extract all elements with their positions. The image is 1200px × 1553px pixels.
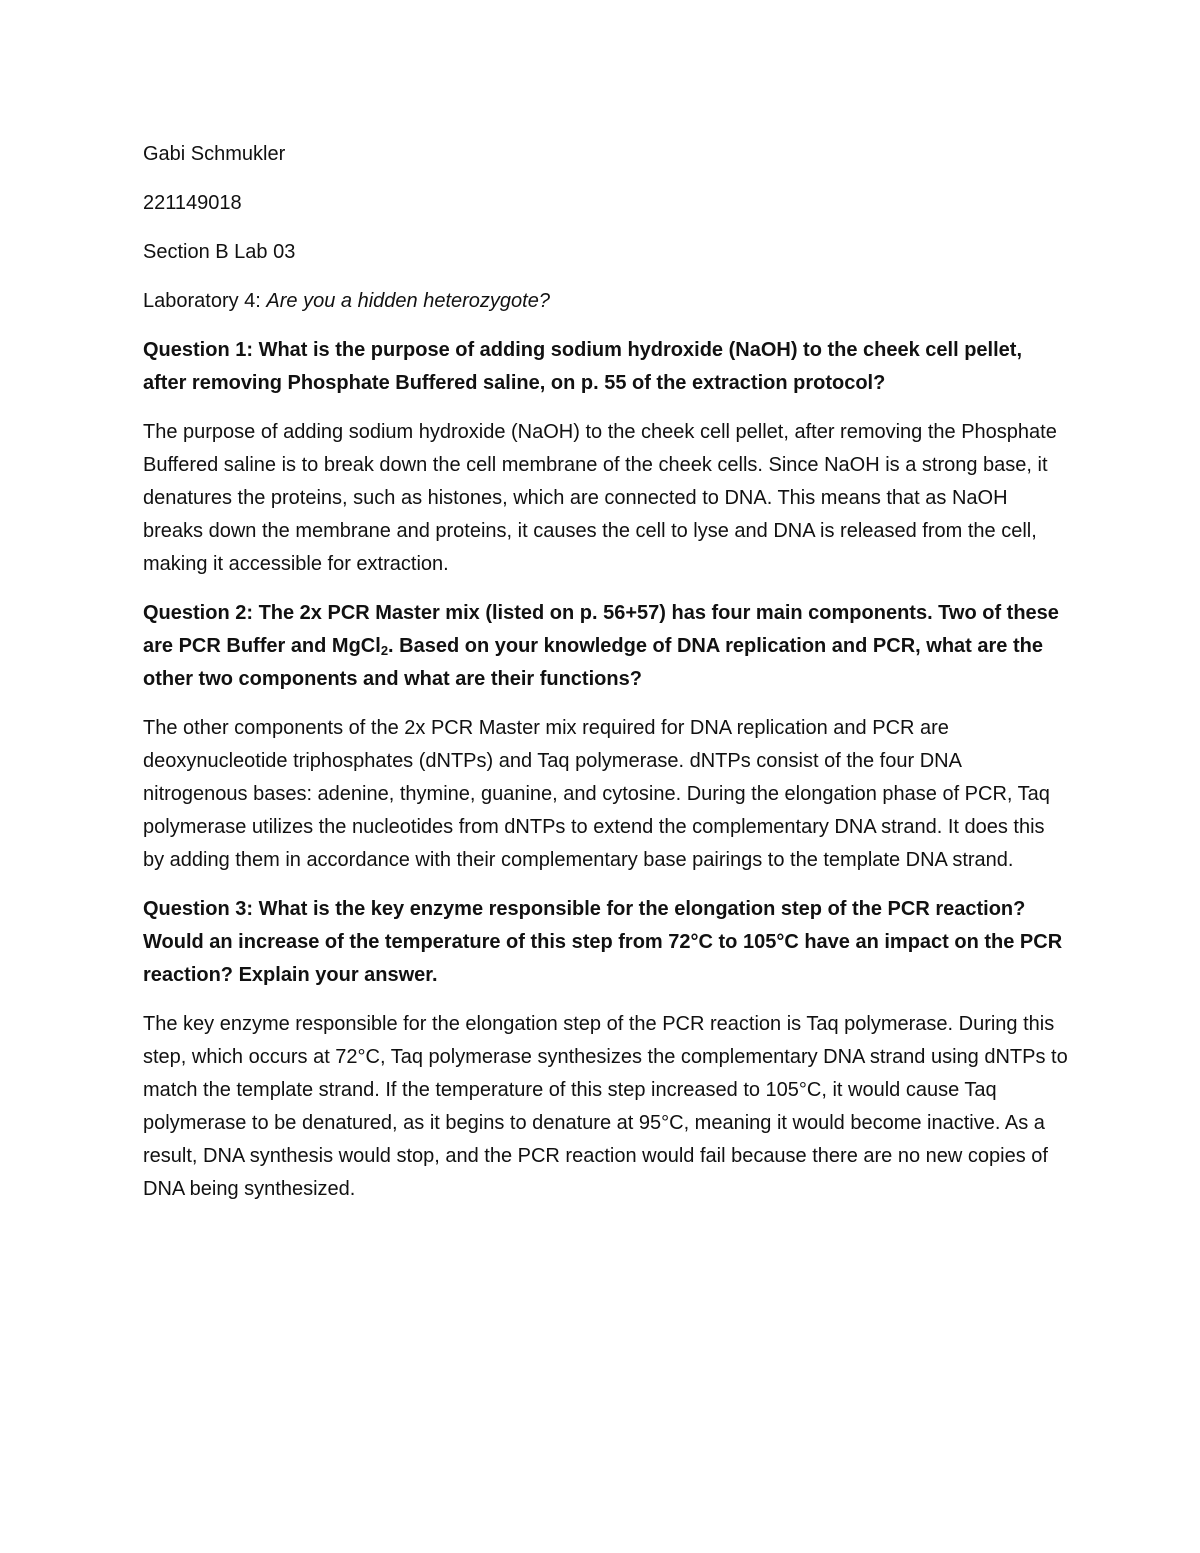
- student-id: 221149018: [143, 192, 242, 214]
- question-3: Question 3: What is the key enzyme responsible for the elongation step of the PCR reaction? Would an increase of the temperature of this step from 72°C to 105°C have an impact on the PCR reaction? Explain your answer.: [143, 898, 1063, 986]
- question-2: [143, 597, 1070, 696]
- answer-3: The key enzyme responsible for the elongation step of the PCR reaction is Taq polymerase. During this step, which occurs at 72°C, Taq polymerase synthesizes the complementary DNA strand using dNTPs to match the template strand. If the temperature of this step increased to 105°C, it would cause Taq polymerase to be denatured, as it begins to denature at 95°C, meaning it would become inactive. As a result, DNA synthesis would stop, and the PCR reaction would fail because there are no new copies of DNA being synthesized.: [143, 1013, 1068, 1200]
- section-label: Section B Lab 03: [143, 241, 296, 263]
- answer-2: The other components of the 2x PCR Master mix required for DNA replication and PCR are deoxynucleotide triphosphates (dNTPs) and Taq polymerase. dNTPs consist of the four DNA nitrogenous bases: adenine, thymine, guanine, and cytosine. During the elongation phase of PCR, Taq polymerase utilizes the nucleotides from dNTPs to extend the complementary DNA strand. It does this by adding them in accordance with their complementary base pairings to the template DNA strand.: [143, 717, 1050, 871]
- question-2-text-a: Question 2: The 2x PCR Master mix (listed on p. 56+57) has four main components. Two of these are PCR Buffer and MgCl: [143, 602, 1059, 657]
- question-2-subscript: 2: [380, 643, 389, 658]
- lab-title-line: [143, 285, 1070, 318]
- answer-1: The purpose of adding sodium hydroxide (NaOH) to the cheek cell pellet, after removing the Phosphate Buffered saline is to break down the cell membrane of the cheek cells. Since NaOH is a strong base, it denatures the proteins, such as histones, which are connected to DNA. This means that as NaOH breaks down the membrane and proteins, it causes the cell to lyse and DNA is released from the cell, making it accessible for extraction.: [143, 421, 1057, 575]
- author-name: Gabi Schmukler: [143, 143, 286, 165]
- question-1: Question 1: What is the purpose of adding sodium hydroxide (NaOH) to the cheek cell pellet, after removing Phosphate Buffered saline, on p. 55 of the extraction protocol?: [143, 339, 1022, 394]
- lab-title: Are you a hidden heterozygote?: [266, 290, 550, 312]
- lab-prefix: Laboratory 4:: [143, 290, 267, 312]
- question-2-text-b: . Based on your knowledge of DNA replication and PCR, what are the other two components and what are their functions?: [143, 635, 1043, 690]
